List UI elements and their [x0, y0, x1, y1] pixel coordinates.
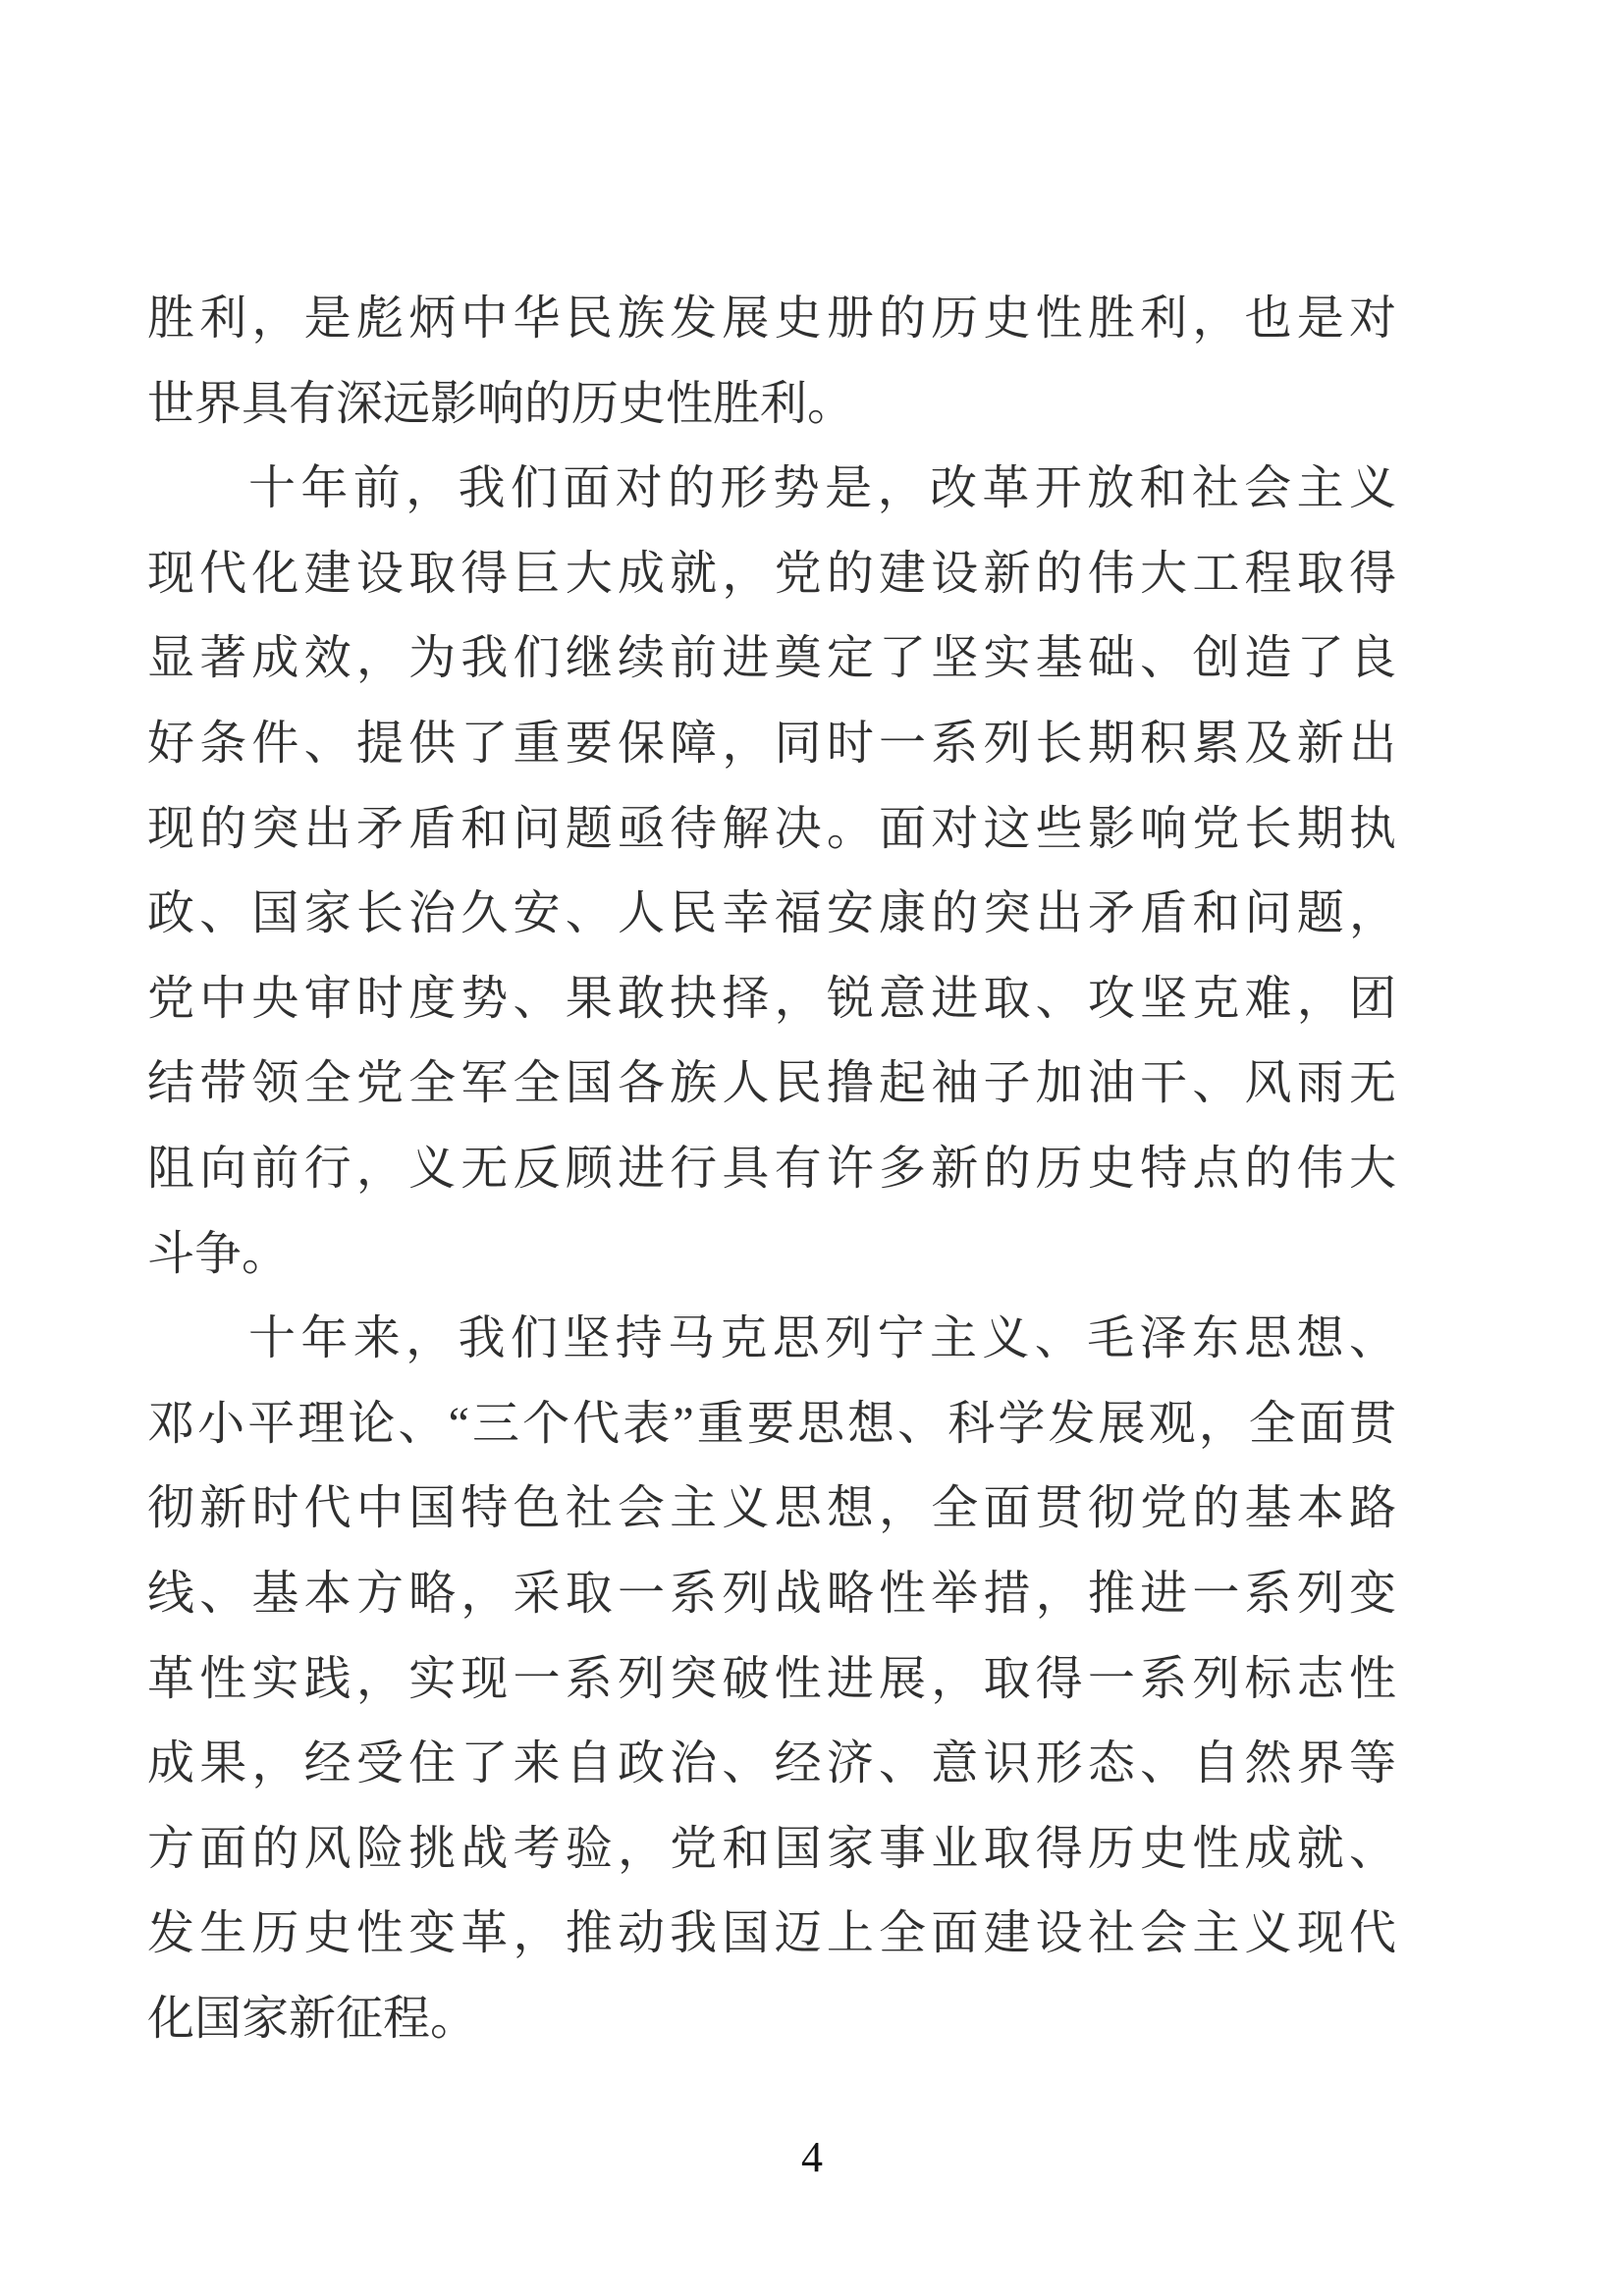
text-line: 阻向前行，义无反顾进行具有许多新的历史特点的伟大: [147, 1142, 1396, 1195]
text-line: 方面的风险挑战考验，党和国家事业取得历史性成就、: [147, 1822, 1396, 1875]
text-line: 胜利，是彪炳中华民族发展史册的历史性胜利，也是对: [147, 293, 1396, 345]
text-line: 结带领全党全军全国各族人民撸起袖子加油干、风雨无: [147, 1057, 1396, 1110]
text-line: 十年前，我们面对的形势是，改革开放和社会主义: [248, 462, 1396, 515]
text-line: 彻新时代中国特色社会主义思想，全面贯彻党的基本路: [147, 1482, 1396, 1535]
text-line: 显著成效，为我们继续前进奠定了坚实基础、创造了良: [147, 632, 1396, 685]
text-line: 革性实践，实现一系列突破性进展，取得一系列标志性: [147, 1652, 1396, 1705]
text-line: 党中央审时度势、果敢抉择，锐意进取、攻坚克难，团: [147, 972, 1396, 1025]
text-line: 政、国家长治久安、人民幸福安康的突出矛盾和问题，: [147, 887, 1396, 940]
text-line: 线、基本方略，采取一系列战略性举措，推进一系列变: [147, 1567, 1396, 1620]
text-line: 成果，经受住了来自政治、经济、意识形态、自然界等: [147, 1737, 1396, 1790]
text-line: 斗争。: [147, 1227, 290, 1280]
body-text: [147, 277, 1396, 2061]
text-line: 十年来，我们坚持马克思列宁主义、毛泽东思想、: [248, 1312, 1396, 1365]
text-line: 好条件、提供了重要保障，同时一系列长期积累及新出: [147, 717, 1396, 770]
text-line: 现的突出矛盾和问题亟待解决。面对这些影响党长期执: [147, 802, 1396, 855]
text-line: 发生历史性变革，推动我国迈上全面建设社会主义现代: [147, 1907, 1396, 1960]
text-line: 现代化建设取得巨大成就，党的建设新的伟大工程取得: [147, 547, 1396, 600]
text-line: 化国家新征程。: [147, 1992, 478, 2045]
text-line: 世界具有深远影响的历史性胜利。: [147, 377, 855, 430]
text-line: 邓小平理论、“三个代表”重要思想、科学发展观，全面贯: [147, 1397, 1396, 1450]
page-number: 4: [801, 2133, 823, 2181]
